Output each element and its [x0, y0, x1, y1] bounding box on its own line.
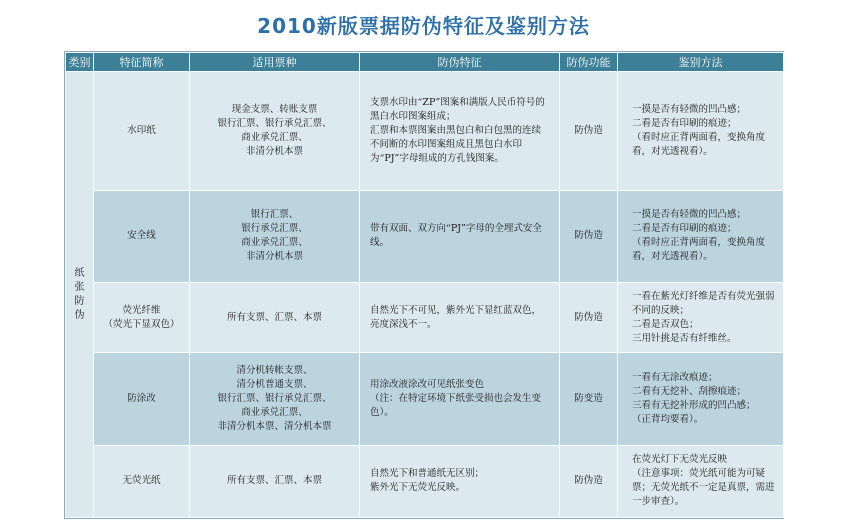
header-identification-method: 鉴别方法: [618, 53, 784, 72]
header-applicable-types: 适用票种: [190, 53, 360, 72]
method-cell: 在荧光灯下无荧光反映 （注意事项：荧光纸可能为可疑票；无荧光纸不一定是真票，需进一步审查）。: [618, 445, 784, 517]
security-features-table: [64, 51, 784, 519]
page-title: 2010新版票据防伪特征及鉴别方法: [257, 14, 590, 38]
applicable-types-cell: 现金支票、转账支票 银行汇票、银行承兑汇票、 商业承兑汇票、 非清分机本票: [190, 72, 360, 191]
method-cell: 一看在紫光灯纤维是否有荧光强弱不同的反映； 二看是否双色； 三用针挑是否有纤维丝。: [618, 282, 784, 352]
feature-name-cell: 水印纸: [94, 72, 190, 191]
applicable-types-cell: 所有支票、汇票、本票: [190, 445, 360, 517]
security-feature-cell: 自然光下和普通纸无区别； 紫外光下无荧光反映。: [360, 445, 560, 517]
function-cell: 防伪造: [560, 445, 618, 517]
feature-name-cell: 荧光纤维 （荧光下显双色）: [94, 282, 190, 352]
header-function: 防伪功能: [560, 53, 618, 72]
security-feature-cell: 用涂改液涂改可见纸张变色 （注：在特定环境下纸张受损也会发生变色）。: [360, 353, 560, 445]
table-row: [66, 282, 784, 352]
category-cell: 纸 张 防 伪: [66, 72, 94, 518]
table-row: [66, 353, 784, 445]
header-feature-name: 特征简称: [94, 53, 190, 72]
header-security-feature: 防伪特征: [360, 53, 560, 72]
header-category: 类别: [66, 53, 94, 72]
function-cell: 防伪造: [560, 282, 618, 352]
table-header-row: [66, 53, 784, 72]
security-feature-cell: 带有双面、双方向“PJ”字母的全埋式安全线。: [360, 190, 560, 282]
security-feature-cell: 自然光下不可见，紫外光下显红蓝双色，亮度深浅不一。: [360, 282, 560, 352]
feature-name-cell: 安全线: [94, 190, 190, 282]
function-cell: 防伪造: [560, 190, 618, 282]
table-row: [66, 190, 784, 282]
method-cell: 一摸是否有轻微的凹凸感； 二看是否有印刷的痕迹； （看时应正背两面看，变换角度看，对光透视看）。: [618, 190, 784, 282]
table-row: [66, 72, 784, 191]
applicable-types-cell: 清分机转帐支票、 清分机普通支票、 银行汇票、银行承兑汇票、 商业承兑汇票、 非清分机本票、清分机本票: [190, 353, 360, 445]
feature-name-cell: 无荧光纸: [94, 445, 190, 517]
applicable-types-cell: 所有支票、汇票、本票: [190, 282, 360, 352]
function-cell: 防变造: [560, 353, 618, 445]
method-cell: 一摸是否有轻微的凹凸感； 二看是否有印刷的痕迹； （看时应正背两面看，变换角度看，对光透视看）。: [618, 72, 784, 191]
feature-name-cell: 防涂改: [94, 353, 190, 445]
table-row: [66, 445, 784, 517]
security-feature-cell: 支票水印由“ZP”图案和满版人民币符号的黑白水印图案组成； 汇票和本票图案由黑包白和白包黑的连续不间断的水印图案组成且黑包白水印为“PJ”字母组成的方孔钱图案。: [360, 72, 560, 191]
method-cell: 一看有无涂改痕迹； 二看有无挖补、刮擦痕迹； 三看有无挖补形成的凹凸感； （正背均要看）。: [618, 353, 784, 445]
function-cell: 防伪造: [560, 72, 618, 191]
applicable-types-cell: 银行汇票、 银行承兑汇票、 商业承兑汇票、 非清分机本票: [190, 190, 360, 282]
